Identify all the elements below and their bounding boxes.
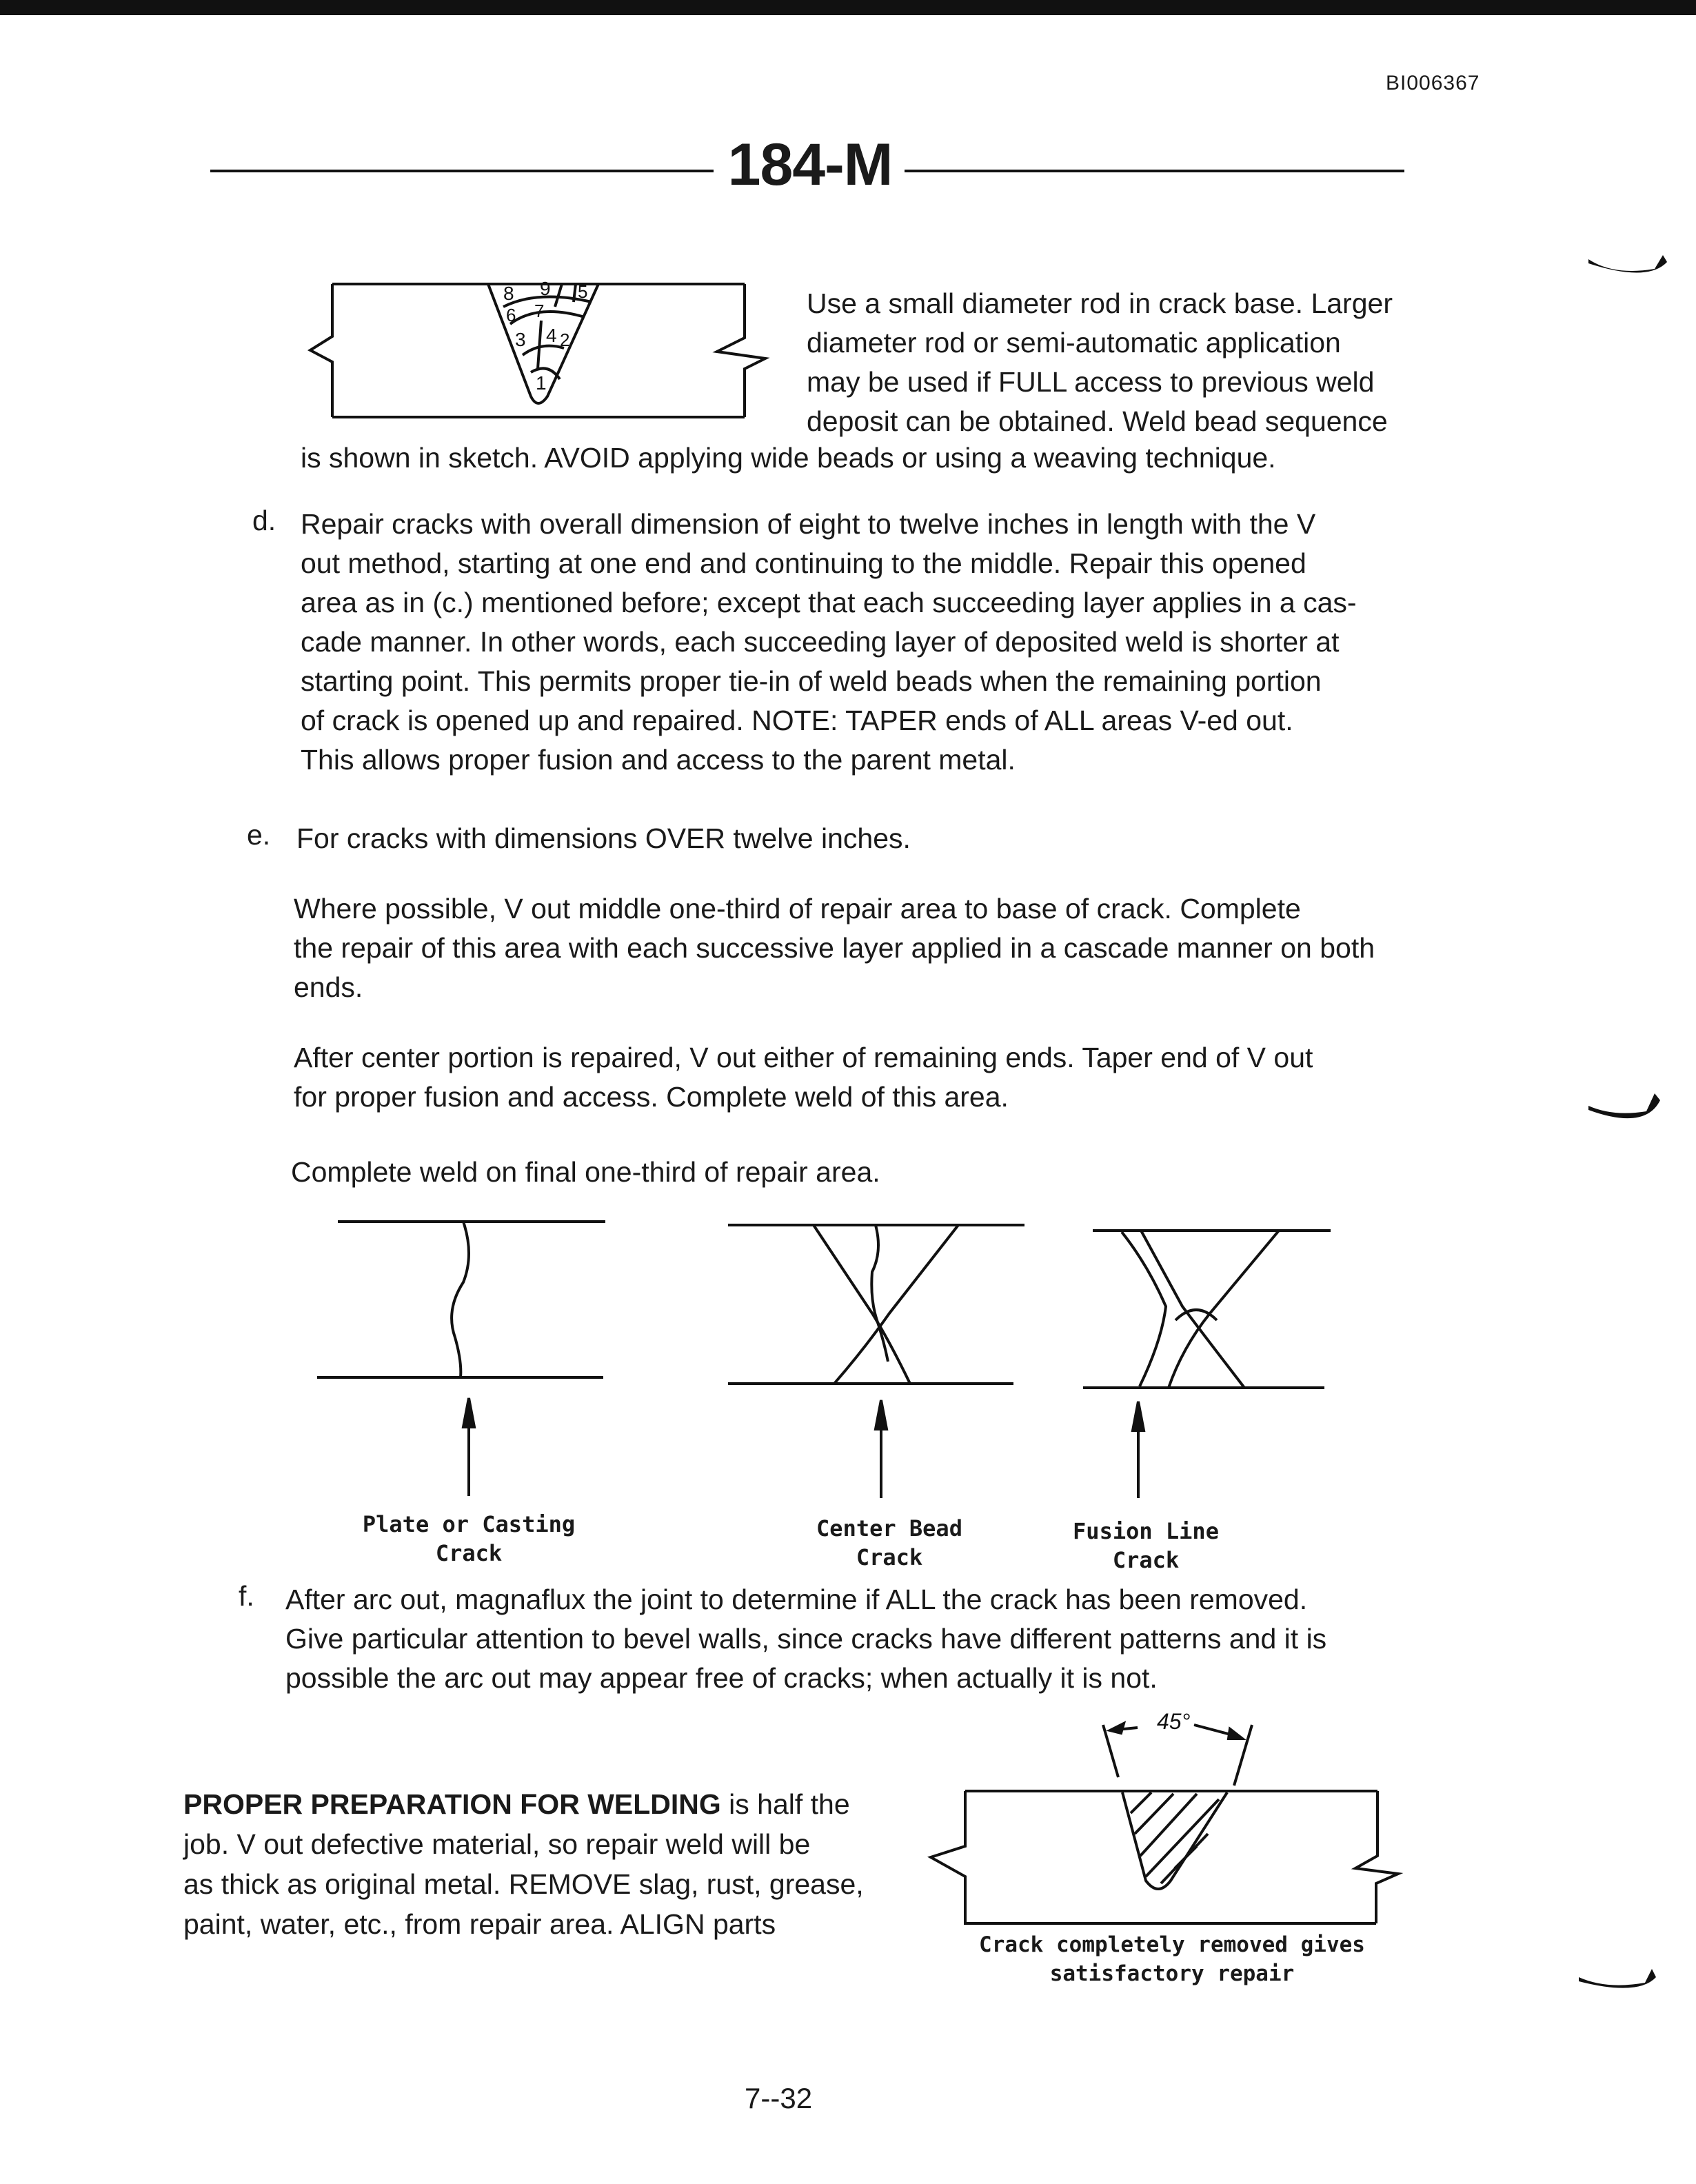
fusion-line-crack-figure [1079, 1217, 1341, 1506]
bead-sequence-sketch [303, 276, 786, 434]
item-e-paragraph-2 [294, 1038, 1313, 1117]
item-d-line: Repair cracks with overall dimension of eight to twelve inches in length with the V [301, 508, 1316, 540]
item-e-p1-line: ends. [294, 971, 363, 1003]
intro-line: may be used if FULL access to previous weld [807, 366, 1375, 398]
item-f-paragraph [285, 1580, 1326, 1698]
bead-number-1: 1 [536, 372, 547, 394]
preparation-line: paint, water, etc., from repair area. ALIGN parts [183, 1908, 776, 1940]
preparation-line: job. V out defective material, so repair weld will be [183, 1828, 811, 1860]
bead-number-6: 6 [506, 305, 516, 325]
bead-number-8: 8 [503, 283, 514, 304]
intro-line: Use a small diameter rod in crack base. Larger [807, 287, 1393, 319]
bead-number-2: 2 [560, 330, 570, 350]
title-rule-right [905, 170, 1404, 172]
item-d-line: This allows proper fusion and access to the parent metal. [301, 744, 1016, 776]
bead-number-9: 9 [540, 278, 551, 299]
bead-number-5: 5 [578, 281, 588, 302]
center-bead-crack-figure [724, 1217, 1027, 1506]
document-id: BI006367 [1386, 72, 1480, 94]
item-d-line: out method, starting at one end and continuing to the middle. Repair this opened [301, 547, 1306, 579]
item-d-label: d. [252, 505, 276, 536]
item-e-line: For cracks with dimensions OVER twelve inches. [296, 822, 911, 854]
center-bead-crack-caption: Center Bead Crack [816, 1515, 962, 1570]
satisfactory-repair-figure [924, 1703, 1413, 1937]
page-title: 184-M [727, 132, 893, 198]
preparation-line: as thick as original metal. REMOVE slag, rust, grease, [183, 1868, 864, 1900]
preparation-paragraph [183, 1784, 864, 1944]
item-e-p1-line: the repair of this area with each successive layer applied in a cascade manner on both [294, 932, 1375, 964]
intro-paragraph [807, 284, 1427, 441]
item-f-label: f. [239, 1580, 254, 1612]
fusion-line-crack-caption: Fusion Line Crack [1073, 1518, 1219, 1573]
binder-mark-top [1586, 248, 1668, 283]
item-e-paragraph-3: Complete weld on final one-third of repair area. [291, 1156, 880, 1188]
item-e-p1-line: Where possible, V out middle one-third of repair area to base of crack. Complete [294, 893, 1301, 924]
item-e-p2-line: After center portion is repaired, V out either of remaining ends. Taper end of V out [294, 1042, 1313, 1073]
item-d-line: starting point. This permits proper tie-in of weld beads when the remaining portion [301, 665, 1322, 697]
top-border [0, 0, 1696, 15]
plate-casting-crack-caption: Plate or Casting Crack [362, 1511, 576, 1566]
title-rule-left [210, 170, 714, 172]
item-e-paragraph-1 [294, 889, 1375, 1007]
page-number: 7--32 [745, 2082, 813, 2114]
item-d-line: of crack is opened up and repaired. NOTE: TAPER ends of ALL areas V-ed out. [301, 705, 1293, 736]
bead-number-7: 7 [534, 301, 545, 321]
item-f-line: Give particular attention to bevel walls, since cracks have different patterns and it is [285, 1623, 1327, 1655]
angle-label: 45° [1157, 1709, 1191, 1734]
item-f-line: possible the arc out may appear free of cracks; when actually it is not. [285, 1662, 1158, 1694]
plate-casting-crack-figure [310, 1213, 627, 1503]
satisfactory-repair-caption: Crack completely removed gives satisfactory repair [979, 1932, 1365, 1986]
binder-mark-middle [1586, 1089, 1662, 1131]
intro-line: diameter rod or semi-automatic application [807, 327, 1341, 358]
item-e-p2-line: for proper fusion and access. Complete weld of this area. [294, 1081, 1009, 1113]
bead-number-4: 4 [546, 325, 557, 346]
item-f-line: After arc out, magnaflux the joint to determine if ALL the crack has been removed. [285, 1584, 1308, 1615]
intro-line: deposit can be obtained. Weld bead sequence [807, 405, 1388, 437]
bead-number-3: 3 [515, 329, 526, 350]
item-d-line: area as in (c.) mentioned before; except that each succeeding layer applies in a cas- [301, 587, 1357, 618]
binder-mark-bottom [1576, 1963, 1659, 1998]
preparation-first-line-rest: is half the [720, 1788, 850, 1820]
item-d-line: cade manner. In other words, each succeeding layer of deposited weld is shorter at [301, 626, 1340, 658]
item-e-label: e. [247, 819, 271, 851]
preparation-heading: PROPER PREPARATION FOR WELDING [183, 1788, 721, 1820]
item-d-paragraph [301, 505, 1357, 780]
intro-last-line: is shown in sketch. AVOID applying wide beads or using a weaving technique. [301, 442, 1276, 474]
